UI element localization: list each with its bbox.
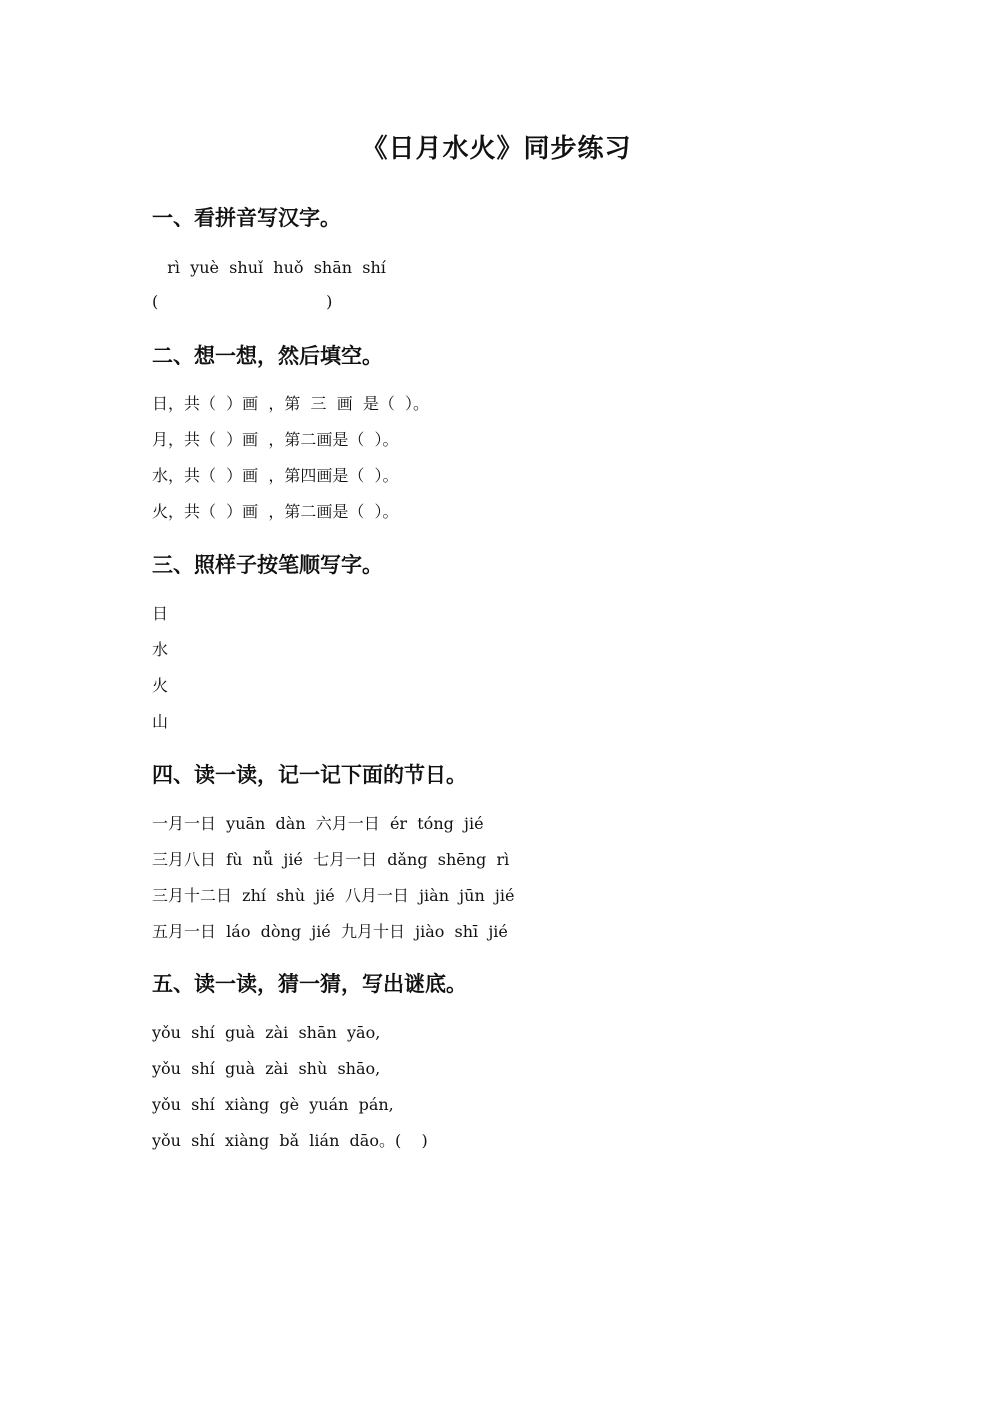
section-2-line: 日，共（ ）画 ，第 三 画 是（ ）。 (152, 394, 430, 413)
section-2-heading: 二、想一想，然后填空。 (152, 344, 383, 368)
section-5-line: yǒu shí xiàng bǎ lián dāo。( ) (152, 1131, 428, 1150)
section-5-heading: 五、读一读，猜一猜，写出谜底。 (152, 972, 467, 996)
section-4-line: 五月一日 láo dòng jié 九月十日 jiào shī jié (152, 922, 508, 941)
section-5-line: yǒu shí guà zài shù shāo, (152, 1059, 381, 1078)
section-5-line: yǒu shí guà zài shān yāo, (152, 1023, 381, 1042)
section-2-line: 火，共（ ）画 ，第二画是（ ）。 (152, 502, 399, 521)
section-3-character: 火 (152, 676, 169, 695)
section-1-answer-blank: ( ) (152, 292, 333, 311)
section-4-heading: 四、读一读，记一记下面的节日。 (152, 763, 467, 787)
section-2-line: 月，共（ ）画 ，第二画是（ ）。 (152, 430, 399, 449)
section-3-heading: 三、照样子按笔顺写字。 (152, 553, 383, 577)
section-4-line: 三月十二日 zhí shù jié 八月一日 jiàn jūn jié (152, 886, 515, 905)
section-3-character: 日 (152, 604, 169, 623)
section-3-character: 水 (152, 640, 169, 659)
section-3-character: 山 (152, 712, 169, 731)
section-5-line: yǒu shí xiàng gè yuán pán, (152, 1095, 394, 1114)
section-1-heading: 一、看拼音写汉字。 (152, 206, 341, 230)
section-2-line: 水，共（ ）画 ，第四画是（ ）。 (152, 466, 399, 485)
section-4-line: 一月一日 yuān dàn 六月一日 ér tóng jié (152, 814, 484, 833)
section-4-line: 三月八日 fù nǚ jié 七月一日 dǎng shēng rì (152, 850, 510, 869)
section-1-pinyin: rì yuè shuǐ huǒ shān shí (152, 258, 386, 277)
page-title: 《日月水火》同步练习 (361, 134, 632, 164)
